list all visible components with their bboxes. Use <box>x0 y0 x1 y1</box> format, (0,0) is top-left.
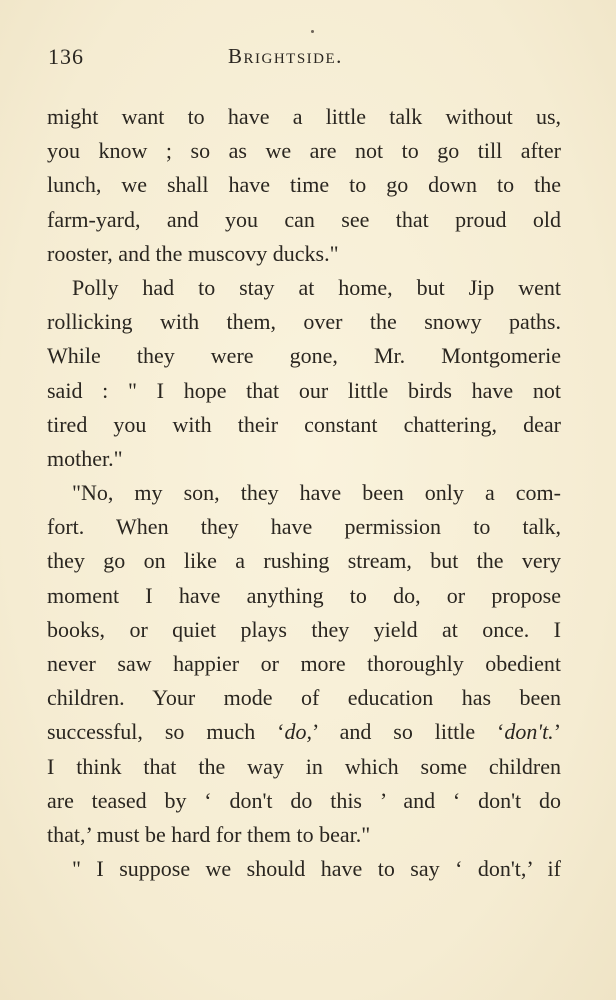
text-line: tired you with their constant chattering, dear <box>47 411 561 437</box>
ink-speck <box>311 30 314 33</box>
italic-word: don't. <box>504 719 554 745</box>
paragraph-first-line: Polly had to stay at home, but Jip went <box>72 274 561 300</box>
text-line: said : " I hope that our little birds have not <box>47 377 561 403</box>
page-number: 136 <box>48 44 84 69</box>
text-line: lunch, we shall have time to go down to the <box>47 172 561 198</box>
line-segment: successful, so much ‘ <box>47 719 285 745</box>
line-segment: ’ <box>553 719 562 745</box>
line-segment: ’ and so little ‘ <box>311 719 505 745</box>
text-line: fort. When they have permission to talk, <box>47 514 561 540</box>
text-line: they go on like a rushing stream, but the very <box>47 548 561 574</box>
text-line: mother." <box>47 445 123 471</box>
text-line-with-italics <box>47 715 561 749</box>
italic-word: do, <box>284 719 312 745</box>
text-line: you know ; so as we are not to go till after <box>47 138 561 164</box>
paragraph-first-line: "No, my son, they have been only a com- <box>72 480 561 506</box>
body-text <box>47 100 561 886</box>
text-line: books, or quiet plays they yield at once. I <box>47 616 561 642</box>
text-line: rooster, and the muscovy ducks." <box>47 240 339 266</box>
text-line: moment I have anything to do, or propose <box>47 582 561 608</box>
running-head: Brightside. <box>228 44 343 68</box>
text-line: children. Your mode of education has been <box>47 685 561 711</box>
text-line: rollicking with them, over the snowy paths. <box>47 309 561 335</box>
text-line: are teased by ‘ don't do this ’ and ‘ don't do <box>47 787 561 813</box>
text-line: never saw happier or more thoroughly obedient <box>47 651 561 676</box>
text-line: that,’ must be hard for them to bear." <box>47 821 371 847</box>
paragraph-first-line: " I suppose we should have to say ‘ don't,’ if <box>72 856 561 882</box>
text-line: I think that the way in which some children <box>47 753 561 779</box>
text-line: might want to have a little talk without us, <box>47 104 561 129</box>
text-line: While they were gone, Mr. Montgomerie <box>47 343 561 369</box>
text-line: farm-yard, and you can see that proud old <box>47 206 561 232</box>
